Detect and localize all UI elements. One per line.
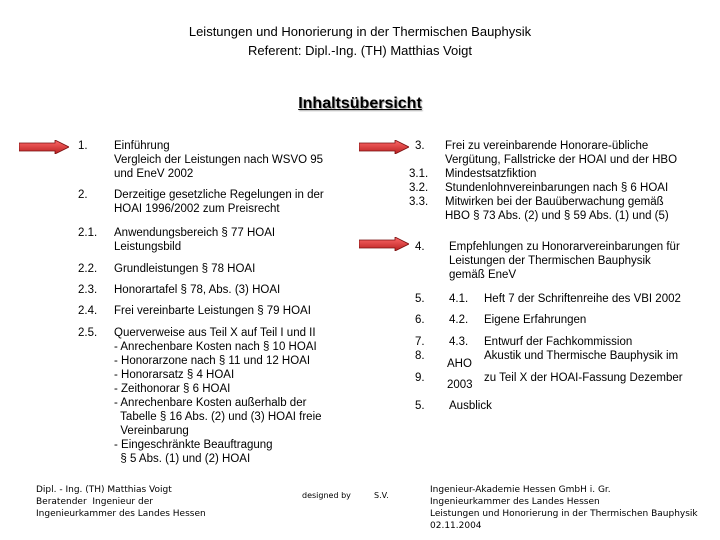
- arrow-right-icon: [359, 140, 409, 154]
- footer-organization: Ingenieur-Akademie Hessen GmbH i. Gr. Ingenieurkammer des Landes Hessen Leistungen und Honorierung in der Thermischen Bauphysik 02.11.2004: [430, 485, 698, 531]
- item-text: Empfehlungen zu Honorarvereinbarungen für Leistungen der Thermischen Bauphysik gemäß EneV: [449, 241, 680, 281]
- item-text: Querverweise aus Teil X auf Teil I und II - Anrechenbare Kosten nach § 10 HOAI - Honorarzone nach § 11 und 12 HOAI - Honorarsatz § 4 HOAI - Zeithonorar § 6 HOAI - Anrechenbare Kosten außerhalb der Tabelle § 16 Abs. (2) und (3) HOAI freie Vereinbarung - Eingeschränkte Beauftragung § 5 Abs. (1) und (2) HOAI: [114, 327, 322, 465]
- sub-number: 4.2.: [449, 314, 469, 326]
- item-number: 2.3.: [78, 284, 98, 296]
- item-text: Derzeitige gesetzliche Regelungen in der HOAI 1996/2002 zum Preisrecht: [114, 189, 324, 215]
- item-number: 2.1.: [78, 227, 98, 239]
- speaker-line: Referent: Dipl.-Ing. (TH) Matthias Voigt: [248, 43, 472, 58]
- item-text: Honorartafel § 78, Abs. (3) HOAI: [114, 284, 281, 296]
- item-number: 2.5.: [78, 327, 98, 339]
- footer-sv: S.V.: [374, 491, 389, 500]
- item-number: 4.: [415, 241, 425, 253]
- item-text: Heft 7 der Schriftenreihe des VBI 2002: [484, 293, 681, 305]
- item-text: Entwurf der Fachkommission Akustik und Thermische Bauphysik im: [484, 336, 679, 362]
- item-text: Ausblick: [449, 400, 492, 412]
- item-number: 5.: [415, 400, 425, 412]
- item-number: 2.2.: [78, 263, 98, 275]
- arrow-right-icon: [19, 140, 69, 154]
- toc-title: Inhaltsübersicht: [298, 95, 422, 112]
- footer-author: Dipl. - Ing. (TH) Matthias Voigt Beratender Ingenieur der Ingenieurkammer des Landes Hessen: [36, 485, 206, 519]
- item-number: 7. 8.: [415, 336, 425, 362]
- item-number: 9.: [415, 372, 425, 384]
- sub-numbers: 3.1. 3.2. 3.3.: [409, 168, 429, 208]
- item-number: 3.: [415, 140, 425, 152]
- footer-designed-by: designed by: [302, 491, 351, 500]
- item-text: Einführung Vergleich der Leistungen nach WSVO 95 und EneV 2002: [114, 140, 324, 180]
- item-text: Eigene Erfahrungen: [484, 314, 587, 326]
- item-number: 1.: [78, 140, 88, 152]
- item-number: 6.: [415, 314, 425, 326]
- slide-header: [0, 22, 720, 60]
- item-number: 2.4.: [78, 305, 98, 317]
- slide-title: Leistungen und Honorierung in der Thermischen Bauphysik: [188, 24, 532, 39]
- item-text: Grundleistungen § 78 HOAI: [114, 263, 256, 275]
- item-number: 5.: [415, 293, 425, 305]
- arrow-right-icon: [359, 237, 409, 251]
- item-number: 2.: [78, 189, 88, 201]
- item-text: Anwendungsbereich § 77 HOAI Leistungsbild: [114, 227, 276, 253]
- year-label: 2003: [447, 379, 473, 391]
- item-text: zu Teil X der HOAI-Fassung Dezember: [484, 372, 683, 384]
- item-text: Frei zu vereinbarende Honorare-übliche Vergütung, Fallstricke der HOAI und der HBO Mindestsatzfiktion Stundenlohnvereinbarungen nach § 6 HOAI Mitwirken bei der Bauüberwachung gemäß HBO § 73 Abs. (2) und § 59 Abs. (1) und (5): [445, 140, 678, 222]
- sub-number: 4.1.: [449, 293, 469, 305]
- item-text: Frei vereinbarte Leistungen § 79 HOAI: [114, 305, 311, 317]
- aho-label: AHO: [447, 358, 472, 370]
- sub-number: 4.3.: [449, 336, 469, 348]
